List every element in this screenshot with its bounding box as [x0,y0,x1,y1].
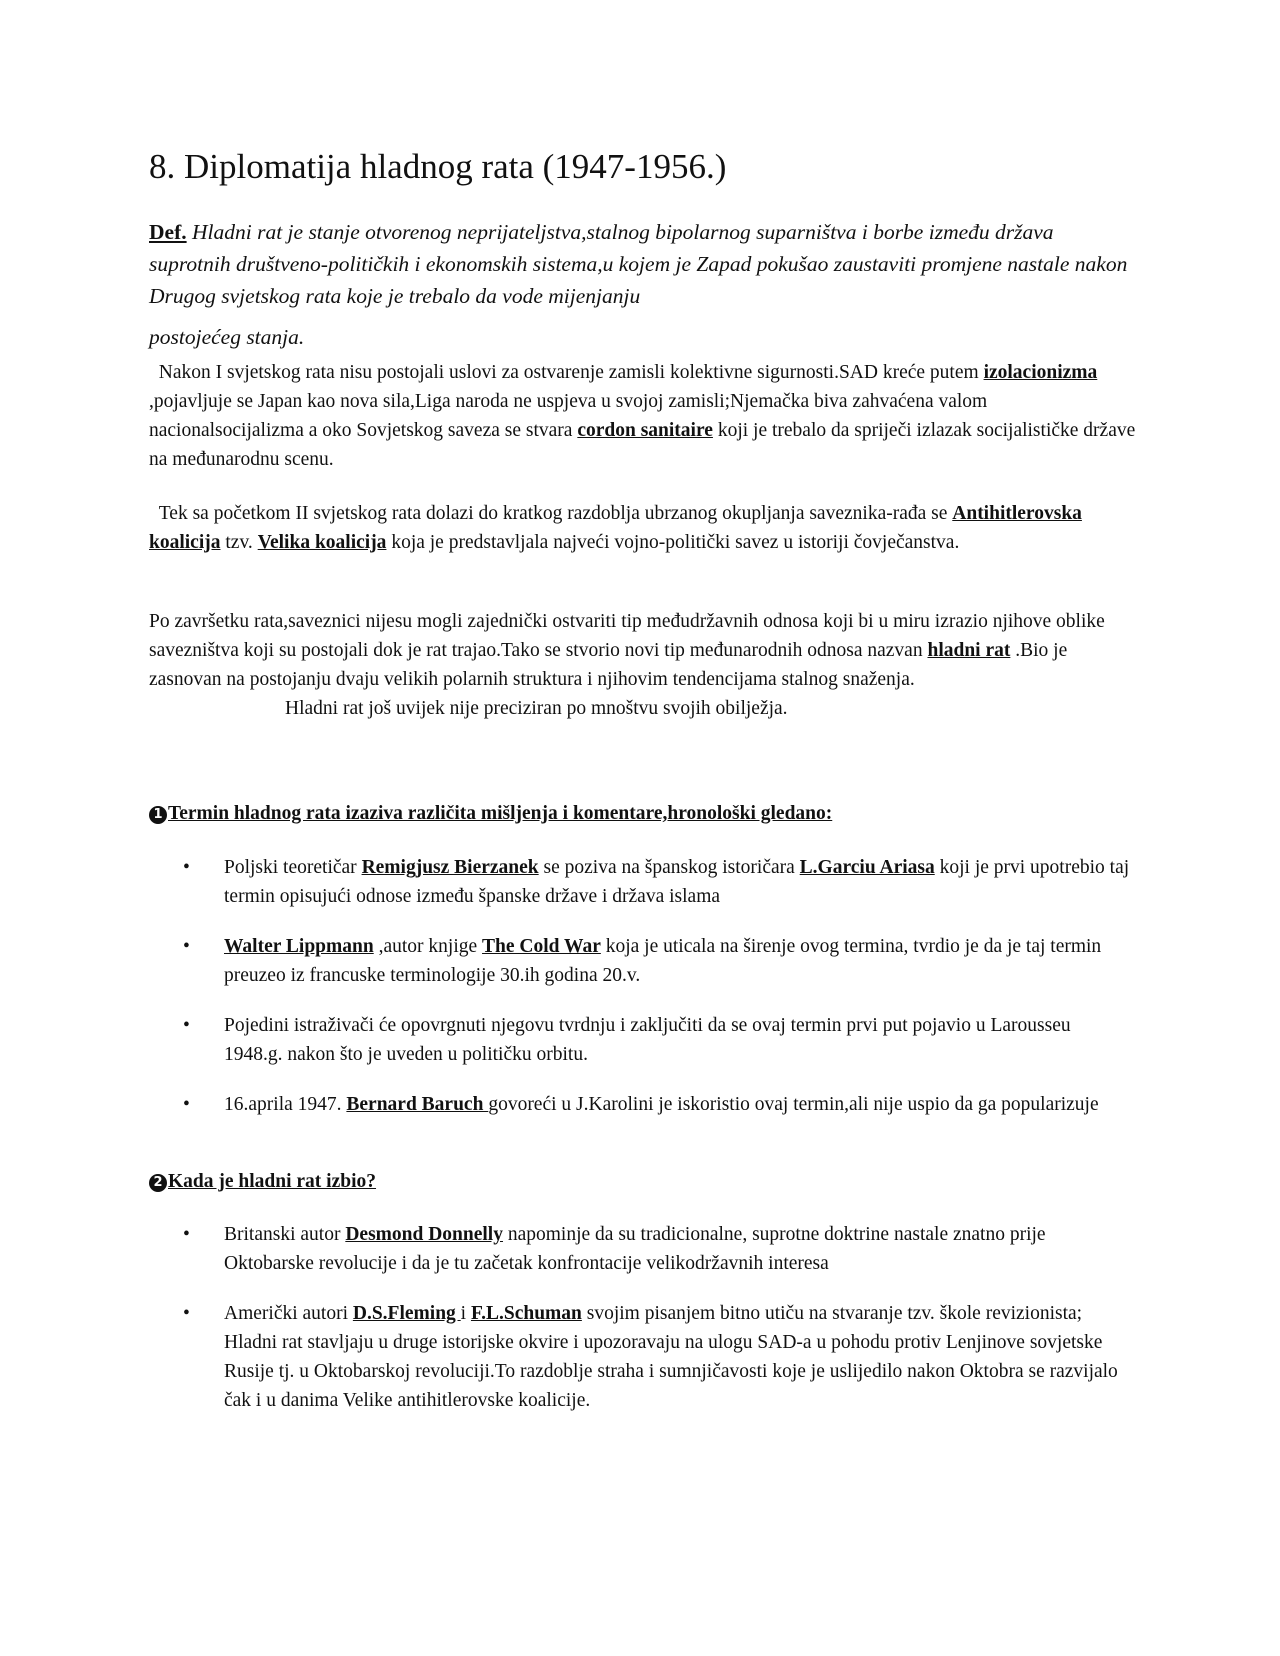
text: koji je trebalo da spriječi izlazak socijalističke države na međunarodnu scenu. [149,420,1136,470]
section-heading-start [149,1171,376,1193]
text: koja je uticala na širenje ovog termina, tvrdio je da je taj termin preuzeo iz francuske terminologije 30.ih godina 20.v. [224,936,1102,986]
list-item [183,1220,1133,1278]
heading-text: Termin hladnog rata izaziva različita mišljenja i komentare,hronološki gledano: [168,803,833,824]
text: napominje da su tradicionalne, suprotne doktrine nastale znatno prije Oktobarske revolucije i da je tu začetak konfrontacije velikodržavnih interesa [224,1224,1046,1274]
bullet-icon: • [183,1224,190,1245]
text: se poziva na španskog istoričara [538,857,800,878]
text: Poljski teoretičar [224,857,362,878]
text: svojim pisanjem bitno utiču na stvaranje tzv. škole revizionista; [581,1303,1083,1324]
text: Tek sa početkom II svjetskog rata dolazi do kratkog razdoblja ubrzanog okupljanja saveznika-rađa se [149,503,953,524]
keyword-walter-lippmann: Walter Lippmann [224,936,374,957]
text: ,pojavljuje se Japan kao nova sila,Liga naroda ne uspjeva u svojoj zamisli;Njemačka biva zahvaćena valom nacionalsocijalizma a oko Sovjetskog saveza se stvara [149,391,988,441]
keyword-antihitlerovska-koalicija: Antihitlerovska koalicija [149,503,1082,553]
section-heading-term [149,803,832,825]
bullet-list [183,1220,1133,1278]
list-item [183,932,1133,990]
text: Britanski autor [224,1224,346,1245]
bullet-icon: • [183,1303,190,1324]
keyword-l-garciu-ariasa: L.Garciu Ariasa [799,857,935,878]
text: koji je prvi upotrebio taj termin opisujući odnose između španske države i država islama [224,857,1130,907]
text: Pojedini istraživači će opovrgnuti njegovu tvrdnju i zaključiti da se ovaj termin prvi put pojavio u Larousseu 1948.g. nakon što je uveden u političku orbitu. [224,1015,1071,1065]
keyword-bernard-baruch: Bernard Baruch [346,1094,489,1115]
text: govoreći u J.Karolini je iskoristio ovaj termin,ali nije uspio da ga popularizuje [488,1094,1099,1115]
keyword-izolacionizma: izolacionizma [983,362,1098,383]
definition-label: Def. [149,220,187,244]
text: tzv. [220,532,258,553]
text: koja je predstavljala najveći vojno-politički savez u istoriji čovječanstva. [386,532,960,553]
text: i [460,1303,471,1324]
keyword-the-cold-war: The Cold War [482,936,601,957]
text: Nakon I svjetskog rata nisu postojali uslovi za ostvarenje zamisli kolektivne sigurnosti.SAD kreće putem [149,362,984,383]
text: ,autor knjige [373,936,483,957]
bullet-icon: • [183,936,190,957]
keyword-desmond-donnelly: Desmond Donnelly [345,1224,503,1245]
keyword-velika-koalicija: Velika koalicija [257,532,387,553]
bullet-list [183,1299,1133,1415]
definition-last-line: postojećeg stanja. [149,325,305,349]
keyword-hladni-rat: hladni rat [927,640,1011,661]
text: Po završetku rata,saveznici nijesu mogli zajednički ostvariti tip međudržavnih odnosa koji bi u miru izrazio njihove oblike savezništva koji su postojali dok je rat trajao.Tako se stvorio novi tip međunarodnih odnosa nazvan [149,611,1105,661]
text: .Bio je zasnovan na postojanju dvaju velikih polarnih struktura i njihovim tendencijama stalnog snaženja. [149,640,1068,690]
paragraph-ww2-coalition [149,499,1139,557]
paragraph-after-war [149,607,1139,723]
bullet-icon: • [183,857,190,878]
text: Hladni rat još uvijek nije preciziran po mnoštvu svojih obilježja. [285,698,788,719]
bullet-list [183,1011,1133,1069]
paragraph-after-ww1 [149,358,1139,474]
text: Hladni rat stavljaju u druge istorijske okvire i upozoravaju na ulogu SAD-a u pohodu protiv Lenjinove sovjetske Rusije tj. u Oktobarskoj revoluciji.To razdoblje straha i sumnjičavosti koje je uslijedilo nakon Oktobra se razvijalo čak i u danima Velike antihitlerovske koalicije. [224,1332,1118,1411]
list-item [183,853,1133,911]
keyword-f-l-schuman: F.L.Schuman [470,1303,582,1324]
bullet-list [183,1090,1133,1119]
keyword-cordon-sanitaire: cordon sanitaire [577,420,713,441]
heading-text: Kada je hladni rat izbio? [168,1171,377,1192]
definition-paragraph [149,216,1139,353]
page-title: 8. Diplomatija hladnog rata (1947-1956.) [149,147,727,186]
keyword-remigjusz-bierzanek: Remigjusz Bierzanek [361,857,539,878]
text: Američki autori [224,1303,353,1324]
definition-text: Hladni rat je stanje otvorenog neprijateljstva,stalnog bipolarnog suparništva i borbe između država suprotnih društveno-političkih i ekonomskih sistema,u kojem je Zapad pokušao zaustaviti promjene nastale nakon Drugog svjetskog rata koje je trebalo da vode mijenjanju [149,220,1128,308]
bullet-icon: • [183,1015,190,1036]
list-item [183,1299,1133,1415]
number-two-icon: 2 [149,1174,167,1192]
bullet-list [183,932,1133,990]
list-item [183,1090,1133,1119]
keyword-d-s-fleming: D.S.Fleming [352,1303,461,1324]
bullet-icon: • [183,1094,190,1115]
list-item [183,1011,1133,1069]
bullet-list [183,853,1133,911]
number-one-icon: 1 [149,806,167,824]
text: 16.aprila 1947. [224,1094,347,1115]
